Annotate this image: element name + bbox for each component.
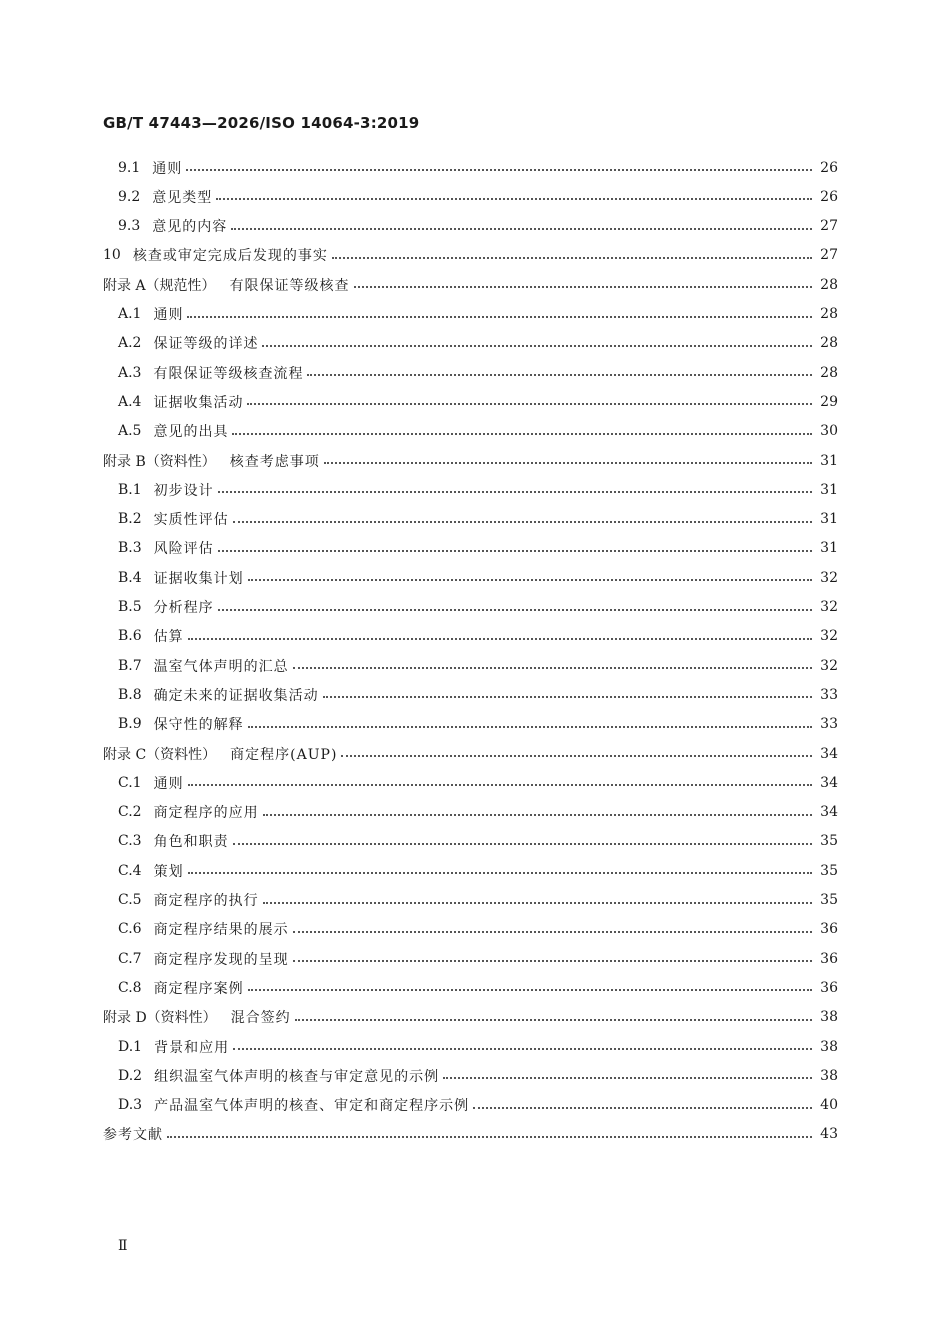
toc-entry-number: 附录 C（资料性） [103, 746, 217, 763]
toc-dot-leader [218, 593, 812, 622]
toc-entry-title: 温室气体声明的汇总 [153, 658, 289, 675]
toc-entry-page: 35 [820, 833, 838, 850]
toc-entry-page: 36 [820, 950, 838, 967]
toc-entry-number: C.8 [118, 979, 142, 996]
toc-entry-page: 28 [820, 335, 838, 352]
toc-entry[interactable] [118, 710, 838, 739]
toc-entry[interactable] [118, 417, 838, 446]
toc-dot-leader [233, 1032, 812, 1061]
toc-entry[interactable] [118, 798, 838, 827]
toc-entry-number: C.6 [118, 921, 142, 938]
toc-dot-leader [248, 973, 812, 1002]
toc-entry[interactable] [118, 505, 838, 534]
toc-entry-page: 28 [820, 364, 838, 381]
toc-entry-number: 9.2 [118, 188, 141, 205]
toc-entry-number: B.1 [118, 481, 142, 498]
toc-entry-title: 保守性的解释 [153, 717, 244, 734]
toc-dot-leader [473, 1091, 812, 1120]
toc-entry[interactable] [118, 827, 838, 856]
toc-entry-page: 33 [820, 716, 838, 733]
toc-entry-title: 有限保证等级核查 [229, 277, 350, 294]
document-header: GB/T 47443—2026/ISO 14064-3:2019 [103, 114, 420, 132]
toc-entry-page: 36 [820, 979, 838, 996]
toc-entry[interactable] [118, 973, 838, 1002]
toc-entry-title: 意见的内容 [152, 219, 228, 236]
toc-dot-leader [218, 534, 812, 563]
toc-dot-leader [218, 475, 812, 504]
toc-entry[interactable] [118, 182, 838, 211]
toc-entry-title: 背景和应用 [154, 1039, 230, 1056]
toc-entry[interactable] [118, 1032, 838, 1061]
toc-entry-page: 32 [820, 569, 838, 586]
toc-dot-leader [443, 1061, 812, 1090]
toc-entry-title: 通则 [153, 775, 184, 792]
toc-entry-number: 附录 B（资料性） [103, 453, 216, 470]
toc-entry[interactable] [118, 329, 838, 358]
toc-entry-page: 43 [820, 1126, 838, 1143]
toc-entry[interactable] [118, 915, 838, 944]
toc-entry[interactable] [118, 622, 838, 651]
toc-entry-page: 31 [820, 511, 838, 528]
toc-entry-number: C.3 [118, 833, 142, 850]
toc-dot-leader [354, 270, 812, 299]
toc-entry-title: 证据收集活动 [153, 394, 244, 411]
toc-entry-title: 混合签约 [230, 1010, 291, 1027]
toc-dot-leader [248, 710, 812, 739]
toc-entry[interactable] [118, 886, 838, 915]
toc-dot-leader [295, 1003, 812, 1032]
toc-entry-title: 策划 [153, 863, 184, 880]
toc-entry-number: B.3 [118, 540, 142, 557]
toc-entry[interactable] [118, 768, 838, 797]
toc-dot-leader [231, 212, 812, 241]
toc-entry-number: C.1 [118, 774, 142, 791]
toc-dot-leader [188, 856, 812, 885]
toc-entry[interactable] [118, 387, 838, 416]
toc-entry-page: 31 [820, 540, 838, 557]
toc-entry-number: C.7 [118, 950, 142, 967]
toc-entry-page: 26 [820, 159, 838, 176]
toc-entry-title: 商定程序案例 [153, 980, 244, 997]
toc-entry[interactable] [103, 446, 838, 475]
toc-entry-number: 10 [103, 247, 121, 264]
toc-entry-title: 产品温室气体声明的核查、审定和商定程序示例 [154, 1098, 470, 1115]
toc-entry-page: 29 [820, 393, 838, 410]
toc-dot-leader [216, 182, 812, 211]
toc-entry-number: D.3 [118, 1097, 143, 1114]
toc-entry-page: 32 [820, 628, 838, 645]
toc-entry-page: 35 [820, 862, 838, 879]
toc-entry-title: 初步设计 [153, 482, 214, 499]
toc-entry-number: A.1 [118, 306, 142, 322]
toc-entry-page: 34 [820, 804, 838, 821]
toc-entry-title: 商定程序的应用 [153, 805, 259, 822]
toc-entry-page: 27 [820, 247, 838, 264]
toc-entry-number: B.8 [118, 686, 142, 703]
toc-entry[interactable] [118, 944, 838, 973]
toc-entry-title: 核查或审定完成后发现的事实 [132, 248, 328, 265]
toc-dot-leader [188, 768, 812, 797]
toc-entry-title: 有限保证等级核查流程 [153, 365, 304, 382]
toc-entry[interactable] [118, 1061, 838, 1090]
toc-entry-number: 9.1 [118, 159, 141, 176]
toc-dot-leader [186, 153, 812, 182]
toc-entry-number: D.2 [118, 1067, 143, 1084]
toc-dot-leader [307, 358, 812, 387]
toc-entry[interactable] [118, 358, 838, 387]
toc-entry[interactable] [118, 300, 838, 329]
toc-entry-title: 估算 [153, 629, 184, 646]
toc-entry-number: A.3 [118, 364, 142, 381]
toc-entry-page: 33 [820, 686, 838, 703]
toc-entry-title: 商定程序结果的展示 [153, 922, 289, 939]
toc-dot-leader [263, 886, 812, 915]
toc-entry-number: B.4 [118, 569, 142, 586]
toc-entry-number: B.2 [118, 511, 142, 528]
toc-entry-title: 商定程序(AUP) [230, 746, 338, 763]
toc-entry-page: 27 [820, 218, 838, 235]
toc-entry[interactable] [103, 739, 838, 768]
toc-entry[interactable] [103, 1003, 838, 1032]
toc-entry[interactable] [118, 856, 838, 885]
toc-entry-page: 32 [820, 599, 838, 615]
toc-entry-page: 32 [820, 657, 838, 674]
toc-entry[interactable] [118, 563, 838, 592]
toc-entry-number: B.7 [118, 657, 142, 674]
toc-entry-title: 证据收集计划 [153, 570, 244, 587]
toc-dot-leader [293, 651, 812, 680]
toc-entry[interactable] [103, 270, 838, 299]
toc-entry[interactable] [118, 153, 838, 182]
toc-entry-title: 商定程序的执行 [153, 893, 259, 909]
toc-entry-number: C.4 [118, 862, 142, 879]
toc-dot-leader [188, 622, 812, 651]
toc-entry-number: B.9 [118, 716, 142, 733]
toc-entry-title: 组织温室气体声明的核查与审定意见的示例 [154, 1068, 440, 1085]
toc-entry-page: 38 [820, 1067, 838, 1084]
toc-entry-page: 26 [820, 188, 838, 205]
toc-entry-page: 31 [820, 452, 838, 469]
toc-dot-leader [332, 241, 812, 270]
toc-dot-leader [324, 446, 812, 475]
toc-entry-number: B.5 [118, 599, 142, 615]
toc-entry[interactable] [118, 475, 838, 504]
toc-entry-page: 28 [820, 306, 838, 322]
toc-entry-page: 31 [820, 481, 838, 498]
toc-entry[interactable] [118, 1091, 838, 1120]
toc-dot-leader [293, 915, 812, 944]
toc-entry-number: D.1 [118, 1038, 143, 1055]
toc-entry-title: 通则 [152, 160, 183, 177]
toc-entry[interactable] [118, 534, 838, 563]
toc-entry-page: 30 [820, 423, 838, 440]
toc-entry-title: 风险评估 [153, 541, 214, 558]
toc-dot-leader [233, 505, 812, 534]
toc-dot-leader [233, 827, 812, 856]
toc-entry-title: 角色和职责 [153, 834, 229, 851]
toc-entry-page: 34 [820, 745, 838, 762]
toc-entry-title: 商定程序发现的呈现 [153, 951, 289, 968]
toc-dot-leader [341, 739, 812, 768]
toc-dot-leader [293, 944, 812, 973]
toc-entry-number: B.6 [118, 628, 142, 645]
toc-entry-number: C.5 [118, 892, 142, 908]
toc-dot-leader [187, 300, 812, 329]
toc-entry-page: 34 [820, 774, 838, 791]
toc-entry-title: 意见的出具 [153, 424, 229, 441]
toc-entry[interactable] [118, 593, 838, 622]
toc-entry-page: 40 [820, 1097, 838, 1114]
toc-entry-number: A.4 [118, 393, 142, 410]
toc-entry-page: 38 [820, 1038, 838, 1055]
toc-dot-leader [323, 680, 812, 709]
toc-entry-title: 分析程序 [153, 600, 214, 616]
toc-entry-number: 9.3 [118, 218, 141, 235]
toc-dot-leader [263, 798, 812, 827]
toc-entry-title: 保证等级的详述 [153, 336, 259, 353]
toc-entry[interactable] [118, 651, 838, 680]
toc-entry-title: 确定未来的证据收集活动 [153, 687, 319, 704]
toc-entry-page: 28 [820, 276, 838, 293]
toc-entry-number: A.5 [118, 423, 142, 440]
toc-entry-title: 参考文献 [103, 1127, 163, 1144]
toc-entry-title: 意见类型 [152, 189, 213, 206]
toc-entry-number: A.2 [118, 335, 142, 352]
toc-entry[interactable] [103, 241, 838, 270]
toc-entry-number: C.2 [118, 804, 142, 821]
toc-entry[interactable] [103, 1120, 838, 1149]
toc-entry-title: 核查考虑事项 [229, 453, 320, 470]
toc-dot-leader [167, 1120, 812, 1149]
toc-dot-leader [248, 563, 812, 592]
toc-dot-leader [262, 329, 812, 358]
toc-entry[interactable] [118, 680, 838, 709]
toc-entry-title: 实质性评估 [153, 512, 229, 529]
toc-entry-page: 38 [820, 1009, 838, 1026]
page-number: Ⅱ [118, 1238, 128, 1254]
toc-entry-page: 35 [820, 892, 838, 908]
toc-entry-page: 36 [820, 921, 838, 938]
toc-entry-title: 通则 [153, 307, 184, 323]
toc-entry-number: 附录 D（资料性） [103, 1010, 217, 1027]
toc-entry-number: 附录 A（规范性） [103, 277, 216, 294]
toc-dot-leader [232, 417, 812, 446]
toc-entry[interactable] [118, 212, 838, 241]
toc-dot-leader [247, 387, 812, 416]
